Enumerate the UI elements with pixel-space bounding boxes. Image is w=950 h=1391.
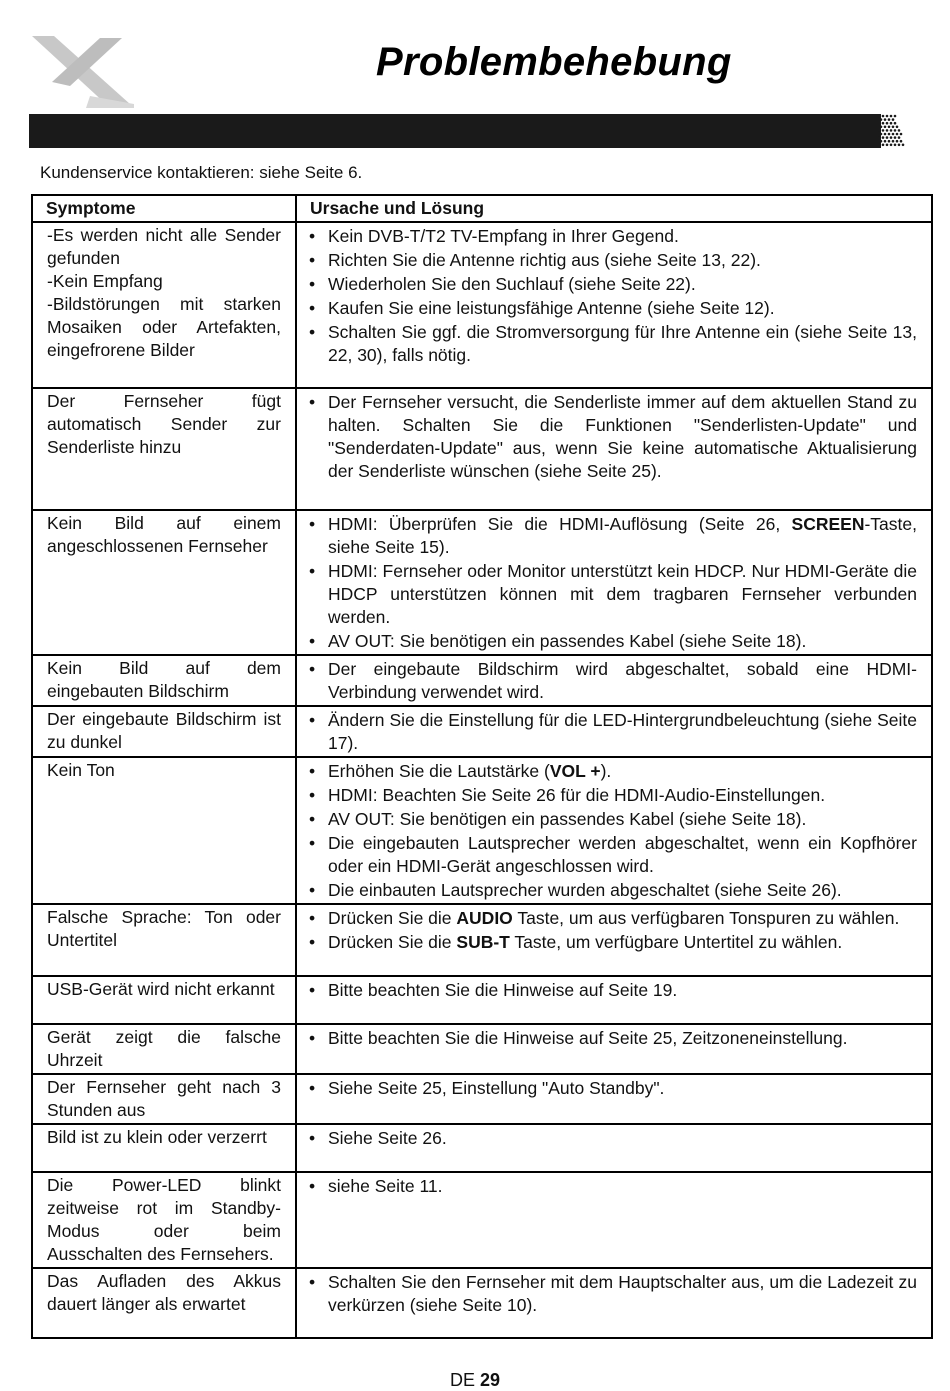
page-number: 29 [480,1370,501,1390]
table-row [32,1268,932,1338]
solution-text: AV OUT: Sie benötigen ein passendes Kabel (siehe Seite 18). [328,809,807,829]
symptom-text: Der Fernseher geht nach 3 Stunden aus [47,1077,281,1120]
key-label: SCREEN [791,514,865,534]
solution-list [309,658,917,704]
symptom-cell [32,655,296,706]
solution-text: HDMI: Überprüfen Sie die HDMI-Auflösung (Seite 26, [328,514,792,534]
symptom-cell [32,1024,296,1074]
solution-text: ). [600,761,612,781]
table-row [32,222,932,388]
symptom-cell [32,706,296,757]
solution-text: -Taste, siehe Seite 15). [328,514,917,557]
symptom-text: USB-Gerät wird nicht erkannt [47,979,275,999]
solution-item [309,760,917,783]
solution-list [309,979,917,1002]
intro-text: Kundenservice kontaktieren: siehe Seite 6. [40,163,363,182]
symptom-cell [32,388,296,510]
solution-item [309,297,917,320]
solution-item [309,1027,917,1050]
solution-item [309,879,917,902]
solution-item [309,808,917,831]
symptom-cell [32,976,296,1024]
solution-cell [296,757,932,904]
symptom-text: Das Aufladen des Akkus dauert länger als erwartet [47,1271,281,1314]
table-row [32,1024,932,1074]
solution-text: Taste, um verfügbare Untertitel zu wählen. [509,932,843,952]
solution-item [309,931,917,954]
symptom-text: Kein Ton [47,760,115,780]
solution-text: Ändern Sie die Einstellung für die LED-Hintergrundbeleuchtung (siehe Seite 17). [328,710,917,753]
solution-text: Drücken Sie die [328,932,457,952]
solution-cell [296,655,932,706]
solution-item [309,249,917,272]
table-row [32,1172,932,1268]
table-row [32,510,932,655]
key-label: SUB-T [456,932,510,952]
solution-item [309,1271,917,1317]
column-header-solution: Ursache und Lösung [296,195,932,222]
solution-text: Erhöhen Sie die Lautstärke ( [328,761,550,781]
solution-list [309,1271,917,1317]
solution-cell [296,976,932,1024]
solution-text: Kein DVB-T/T2 TV-Empfang in Ihrer Gegend. [328,226,679,246]
solution-item [309,273,917,296]
solution-cell [296,388,932,510]
symptom-cell [32,1074,296,1124]
symptom-text: -Kein Empfang [47,271,163,291]
solution-list [309,391,917,483]
symptom-cell [32,222,296,388]
page-title: Problembehebung [376,40,732,84]
solution-list [309,907,917,954]
symptom-text: Bild ist zu klein oder verzerrt [47,1127,267,1147]
key-label: VOL + [549,761,601,781]
symptom-text: Der eingebaute Bildschirm ist zu dunkel [47,709,281,752]
solution-cell [296,510,932,655]
solution-item [309,1127,917,1150]
solution-item [309,832,917,878]
table-row [32,1074,932,1124]
solution-item [309,658,917,704]
header-bar [29,114,915,148]
symptom-text: Kein Bild auf dem eingebauten Bildschirm [47,658,281,701]
solution-text: Siehe Seite 25, Einstellung "Auto Standby". [328,1078,665,1098]
solution-cell [296,904,932,976]
symptom-text: Falsche Sprache: Ton oder Untertitel [47,907,281,950]
solution-list [309,1175,917,1198]
solution-text: Die einbauten Lautsprecher wurden abgeschaltet (siehe Seite 26). [328,880,842,900]
solution-list [309,709,917,755]
solution-text: Bitte beachten Sie die Hinweise auf Seite 19. [328,980,678,1000]
footer-language: DE [449,1370,475,1390]
symptom-cell [32,904,296,976]
solution-text: AV OUT: Sie benötigen ein passendes Kabel (siehe Seite 18). [328,631,807,651]
symptom-cell [32,1124,296,1172]
solution-item [309,225,917,248]
solution-item [309,513,917,559]
solution-text: Schalten Sie ggf. die Stromversorgung für Ihre Antenne ein (siehe Seite 13, 22, 30), falls nötig. [328,322,917,365]
symptom-cell [32,510,296,655]
solution-text: Die eingebauten Lautsprecher werden abgeschaltet, wenn ein Kopfhörer oder ein HDMI-Gerät angeschlossen wird. [328,833,917,876]
solution-item [309,784,917,807]
table-row [32,976,932,1024]
table-row [32,757,932,904]
solution-text: Wiederholen Sie den Suchlauf (siehe Seite 22). [328,274,696,294]
key-label: AUDIO [456,908,513,928]
solution-text: Taste, um aus verfügbaren Tonspuren zu wählen. [512,908,900,928]
solution-item [309,560,917,629]
table-row [32,655,932,706]
symptom-text: Die Power-LED blinkt zeitweise rot im Standby-Modus oder beim Ausschalten des Fernsehers. [47,1175,281,1264]
solution-text: siehe Seite 11. [328,1176,443,1196]
symptom-text: Der Fernseher fügt automatisch Sender zur Senderliste hinzu [47,391,281,457]
solution-item [309,979,917,1002]
symptom-cell [32,1268,296,1338]
table-row [32,1124,932,1172]
brand-logo [30,34,134,108]
solution-item [309,321,917,367]
solution-text: Siehe Seite 26. [328,1128,447,1148]
solution-text: HDMI: Fernseher oder Monitor unterstützt kein HDCP. Nur HDMI-Geräte die HDCP unterstützen können mit dem tragbaren Fernseher verbunden werden. [328,561,917,627]
solution-list [309,1127,917,1150]
solution-cell [296,706,932,757]
symptom-text: Gerät zeigt die falsche Uhrzeit [47,1027,281,1070]
solution-text: Drücken Sie die [328,908,457,928]
solution-item [309,1077,917,1100]
solution-item [309,709,917,755]
solution-cell [296,1024,932,1074]
solution-list [309,225,917,367]
symptom-cell [32,1172,296,1268]
solution-item [309,391,917,483]
solution-text: Der Fernseher versucht, die Senderliste immer auf dem aktuellen Stand zu halten. Schalten Sie die Funktionen "Senderlisten-Update" und "Senderdaten-Update" aus, wenn Sie keine automatische Aktualisierung der Senderliste wünschen (siehe Seite 25). [328,392,917,481]
solution-list [309,1077,917,1100]
solution-text: Bitte beachten Sie die Hinweise auf Seite 25, Zeitzoneneinstellung. [328,1028,848,1048]
solution-list [309,1027,917,1050]
solution-text: Schalten Sie den Fernseher mit dem Hauptschalter aus, um die Ladezeit zu verkürzen (siehe Seite 10). [328,1272,917,1315]
solution-text: Kaufen Sie eine leistungsfähige Antenne (siehe Seite 12). [328,298,775,318]
solution-text: Der eingebaute Bildschirm wird abgeschaltet, sobald eine HDMI-Verbindung verwendet wird. [328,659,917,702]
solution-item [309,907,917,930]
symptom-text: -Bildstörungen mit starken Mosaiken oder Artefakten, eingefrorene Bilder [47,294,281,360]
table-header-row [32,195,932,222]
table-row [32,706,932,757]
solution-cell [296,222,932,388]
troubleshooting-table [31,194,933,1339]
table-row [32,388,932,510]
symptom-text: Kein Bild auf einem angeschlossenen Fernseher [47,513,281,556]
solution-cell [296,1268,932,1338]
solution-list [309,760,917,902]
solution-text: HDMI: Beachten Sie Seite 26 für die HDMI-Audio-Einstellungen. [328,785,826,805]
column-header-symptoms: Symptome [32,195,296,222]
table-row [32,904,932,976]
solution-cell [296,1074,932,1124]
solution-text: Richten Sie die Antenne richtig aus (siehe Seite 13, 22). [328,250,761,270]
solution-list [309,513,917,653]
solution-cell [296,1172,932,1268]
symptom-cell [32,757,296,904]
solution-item [309,1175,917,1198]
solution-item [309,630,917,653]
symptom-text: -Es werden nicht alle Sender gefunden [47,225,281,268]
solution-cell [296,1124,932,1172]
